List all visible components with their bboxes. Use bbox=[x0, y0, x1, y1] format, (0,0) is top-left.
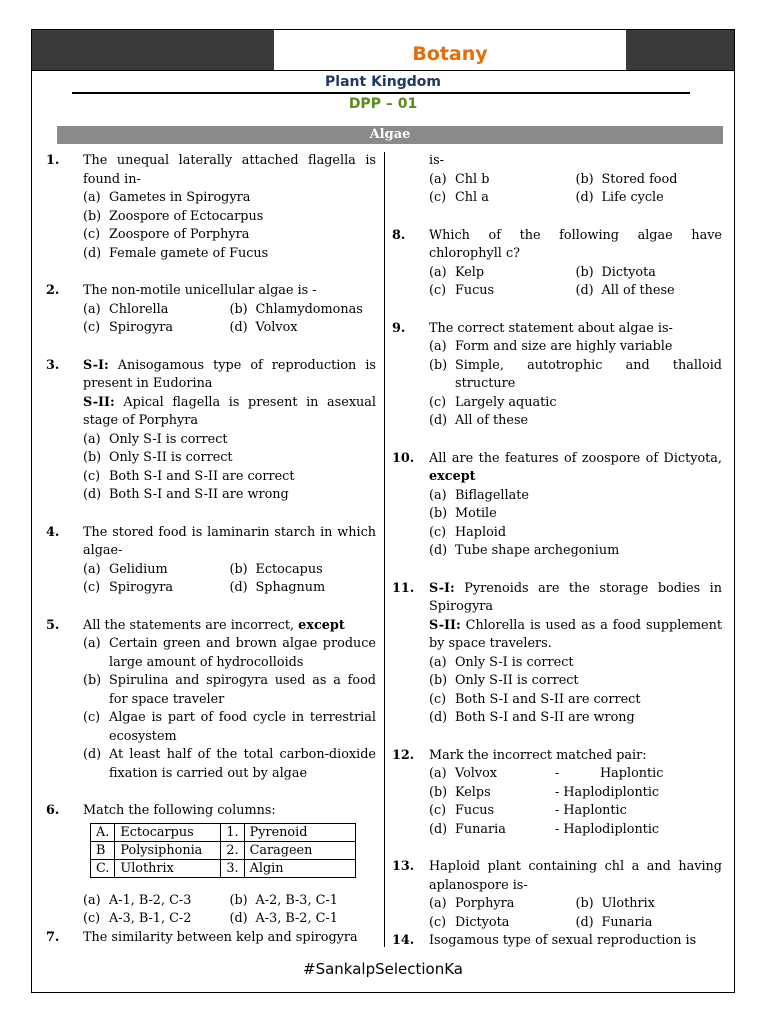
option[interactable]: (c) Fucus bbox=[429, 283, 495, 298]
footer-hashtag: #SankalpSelectionKa bbox=[303, 960, 463, 978]
option-row bbox=[429, 171, 722, 190]
question-5 bbox=[46, 617, 376, 784]
table-row: B Polysiphonia 2. Carageen bbox=[91, 841, 356, 859]
option[interactable]: (d) A-3, B-2, C-1 bbox=[229, 911, 338, 926]
option[interactable]: (a) Porphyra bbox=[429, 896, 515, 911]
option[interactable]: (c) Dictyota bbox=[429, 914, 510, 930]
option[interactable]: (d) Both S-I and S-II are wrong bbox=[83, 487, 289, 502]
option[interactable]: (d) Both S-I and S-II are wrong bbox=[429, 710, 635, 725]
question-number: 3. bbox=[46, 357, 60, 373]
question-4 bbox=[46, 524, 376, 598]
option[interactable]: (a) Biflagellate bbox=[429, 487, 529, 503]
question-number: 7. bbox=[46, 929, 60, 945]
option[interactable]: (b) Zoospore of Ectocarpus bbox=[83, 208, 264, 224]
question-number: 6. bbox=[46, 803, 60, 818]
question-14 bbox=[392, 932, 722, 951]
question-6 bbox=[46, 802, 376, 929]
statement-2: S-II: Apical flagella is present in asexual stage of Porphyra bbox=[83, 394, 376, 428]
option[interactable]: (b) Ectocapus bbox=[229, 561, 323, 577]
match-table bbox=[90, 823, 356, 878]
question-text: is- bbox=[429, 153, 444, 168]
question-text: The correct statement about algae is- bbox=[429, 320, 673, 336]
option-row bbox=[429, 264, 722, 283]
question-2 bbox=[46, 282, 376, 338]
column-divider bbox=[384, 152, 385, 947]
option[interactable]: (a) Volvox - Haplontic bbox=[429, 766, 664, 781]
option[interactable]: (b) Simple, autotrophic and thalloid structure bbox=[429, 357, 722, 391]
option[interactable]: (d) All of these bbox=[575, 283, 675, 298]
question-7-continued bbox=[392, 152, 722, 208]
question-number: 5. bbox=[46, 617, 60, 633]
option[interactable]: (c) Both S-I and S-II are correct bbox=[429, 691, 641, 707]
question-text: Isogamous type of sexual reproduction is bbox=[429, 933, 697, 948]
question-number: 4. bbox=[46, 524, 60, 540]
option[interactable]: (b) A-2, B-3, C-1 bbox=[229, 892, 338, 908]
option-row bbox=[83, 892, 376, 911]
subject-title: Botany bbox=[412, 43, 488, 65]
option[interactable]: (a) Form and size are highly variable bbox=[429, 339, 673, 354]
option[interactable]: (d) Tube shape archegonium bbox=[429, 543, 620, 558]
question-text: All the statements are incorrect, except bbox=[83, 617, 345, 633]
question-8 bbox=[392, 227, 722, 301]
left-column bbox=[46, 152, 376, 947]
option[interactable]: (d) Life cycle bbox=[575, 190, 664, 205]
option[interactable]: (a) Only S-I is correct bbox=[83, 431, 228, 447]
question-text: All are the features of zoospore of Dictyota, except bbox=[429, 450, 722, 484]
question-7 bbox=[46, 929, 376, 948]
section-heading: Algae bbox=[57, 126, 723, 144]
dpp-label: DPP – 01 bbox=[348, 96, 418, 112]
question-number: 11. bbox=[392, 580, 415, 596]
option[interactable]: (d) Volvox bbox=[229, 320, 298, 335]
option[interactable]: (d) Funaria bbox=[575, 914, 653, 930]
option[interactable]: (c) A-3, B-1, C-2 bbox=[83, 911, 192, 926]
option-row bbox=[83, 301, 376, 320]
option[interactable]: (c) Fucus - Haplontic bbox=[429, 803, 627, 818]
statement-2: S-II: Chlorella is used as a food supplement by space travelers. bbox=[429, 617, 722, 651]
option[interactable]: (a) Kelp bbox=[429, 264, 485, 280]
option[interactable]: (c) Algae is part of food cycle in terrestrial ecosystem bbox=[83, 710, 376, 744]
question-10 bbox=[392, 450, 722, 561]
option[interactable]: (b) Only S-II is correct bbox=[429, 673, 579, 688]
option-row bbox=[429, 914, 722, 933]
question-text: The unequal laterally attached flagella is found in- bbox=[83, 153, 376, 187]
right-column bbox=[392, 152, 722, 951]
question-text: The non-motile unicellular algae is - bbox=[83, 283, 317, 298]
header-dark-block-left bbox=[32, 30, 274, 70]
header-divider bbox=[32, 70, 734, 71]
question-number: 2. bbox=[46, 283, 60, 298]
option[interactable]: (c) Haploid bbox=[429, 524, 507, 540]
question-text: The stored food is laminarin starch in which algae- bbox=[83, 524, 376, 558]
option[interactable]: (a) A-1, B-2, C-3 bbox=[83, 892, 192, 908]
option[interactable]: (c) Spirogyra bbox=[83, 320, 174, 335]
question-number: 14. bbox=[392, 933, 415, 948]
option[interactable]: (b) Stored food bbox=[575, 171, 678, 187]
option[interactable]: (c) Both S-I and S-II are correct bbox=[83, 468, 295, 484]
question-number: 8. bbox=[392, 227, 406, 243]
option-row bbox=[429, 895, 722, 914]
option[interactable]: (b) Chlamydomonas bbox=[229, 301, 363, 317]
question-number: 9. bbox=[392, 320, 406, 336]
option[interactable]: (a) Chlorella bbox=[83, 301, 169, 317]
option-row bbox=[429, 189, 722, 208]
question-text: Which of the following algae have chlorophyll c? bbox=[429, 227, 722, 261]
option[interactable]: (c) Largely aquatic bbox=[429, 394, 557, 410]
option[interactable]: (b) Motile bbox=[429, 506, 497, 521]
option[interactable]: (b) Dictyota bbox=[575, 264, 656, 280]
header-dark-block-right bbox=[626, 30, 734, 70]
option-row bbox=[83, 910, 376, 929]
option[interactable]: (b) Kelps - Haplodiplontic bbox=[429, 784, 660, 800]
option[interactable]: (c) Chl a bbox=[429, 190, 489, 205]
option[interactable]: (b) Only S-II is correct bbox=[83, 450, 233, 465]
option-row bbox=[83, 579, 376, 598]
question-3 bbox=[46, 357, 376, 505]
question-text: Match the following columns: bbox=[83, 803, 276, 818]
question-13 bbox=[392, 858, 722, 932]
table-row: C. Ulothrix 3. Algin bbox=[91, 859, 356, 877]
option[interactable]: (a) Gametes in Spirogyra bbox=[83, 190, 251, 205]
option[interactable]: (d) Funaria - Haplodiplontic bbox=[429, 821, 660, 837]
option[interactable]: (d) All of these bbox=[429, 413, 529, 428]
option[interactable]: (a) Certain green and brown algae produce large amount of hydrocolloids bbox=[83, 636, 376, 670]
question-12 bbox=[392, 747, 722, 840]
option[interactable]: (a) Gelidium bbox=[83, 561, 168, 577]
question-9 bbox=[392, 320, 722, 431]
question-number: 13. bbox=[392, 859, 415, 874]
question-number: 10. bbox=[392, 450, 415, 466]
option[interactable]: (d) Sphagnum bbox=[229, 580, 326, 595]
option[interactable]: (b) Ulothrix bbox=[575, 896, 655, 911]
question-number: 1. bbox=[46, 153, 60, 168]
question-text: The similarity between kelp and spirogyra bbox=[83, 929, 358, 945]
option-row bbox=[429, 282, 722, 301]
option[interactable]: (c) Spirogyra bbox=[83, 580, 174, 595]
chapter-title: Plant Kingdom bbox=[325, 74, 441, 90]
question-11 bbox=[392, 580, 722, 728]
table-row: A. Ectocarpus 1. Pyrenoid bbox=[91, 823, 356, 841]
statement-1: S-I: Anisogamous type of reproduction is present in Eudorina bbox=[83, 357, 376, 391]
option[interactable]: (a) Only S-I is correct bbox=[429, 654, 574, 670]
option[interactable]: (b) Spirulina and spirogyra used as a food for space traveler bbox=[83, 673, 376, 707]
option[interactable]: (d) At least half of the total carbon-dioxide fixation is carried out by algae bbox=[83, 747, 376, 781]
question-1 bbox=[46, 152, 376, 263]
option[interactable]: (c) Zoospore of Porphyra bbox=[83, 227, 250, 242]
option[interactable]: (a) Chl b bbox=[429, 171, 490, 187]
question-number: 12. bbox=[392, 747, 415, 763]
statement-1: S-I: Pyrenoids are the storage bodies in Spirogyra bbox=[429, 580, 722, 614]
option-row bbox=[83, 319, 376, 338]
question-text: Haploid plant containing chl a and having aplanospore is- bbox=[429, 859, 722, 893]
option[interactable]: (d) Female gamete of Fucus bbox=[83, 245, 269, 261]
option-row bbox=[83, 561, 376, 580]
question-text: Mark the incorrect matched pair: bbox=[429, 747, 647, 763]
chapter-rule bbox=[72, 92, 690, 94]
